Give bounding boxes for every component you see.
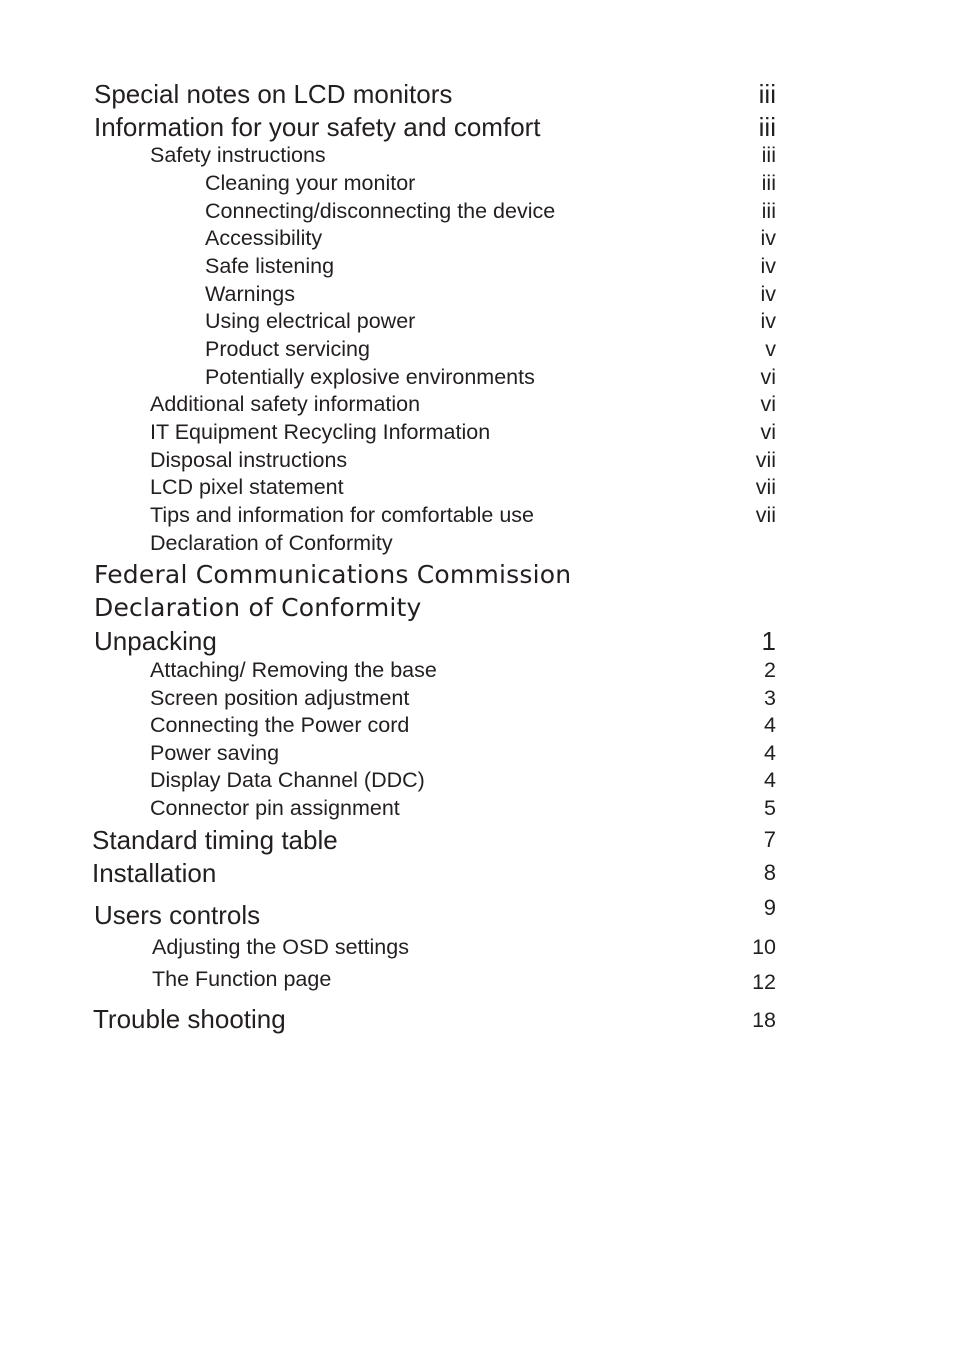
toc-entry-page: vi: [760, 420, 776, 444]
toc-entry-page: vi: [760, 365, 776, 389]
toc-entry-title: Additional safety information: [150, 392, 421, 416]
toc-entry-page: 18: [752, 1008, 776, 1032]
toc-entry-title: Information for your safety and comfort: [94, 112, 541, 142]
toc-entry-page: iv: [760, 309, 776, 333]
toc-entry-page: iv: [760, 226, 776, 250]
toc-entry-page: iii: [761, 199, 776, 223]
toc-entry-page: 2: [764, 658, 776, 682]
toc-entry-page: vii: [755, 475, 776, 499]
toc-entry-page: 3: [764, 686, 776, 710]
toc-entry-title: Power saving: [150, 741, 280, 765]
toc-entry-title: Safe listening: [205, 254, 335, 278]
toc-entry-page: iii: [761, 143, 776, 167]
toc-entry-title: Declaration of Conformity: [150, 531, 393, 555]
toc-entry-page: iv: [760, 282, 776, 306]
toc-entry-title: Connecting the Power cord: [150, 713, 410, 737]
toc-entry-title: Unpacking: [94, 626, 217, 656]
toc-entry-title: Screen position adjustment: [150, 686, 410, 710]
toc-entry-page: 10: [752, 935, 776, 959]
toc-entry-title: Standard timing table: [92, 825, 338, 855]
toc-entry-page: 4: [764, 768, 776, 792]
toc-entry-page: iv: [760, 254, 776, 278]
toc-entry-page: v: [765, 337, 776, 361]
toc-entry-title: Federal Communications Commission: [94, 560, 572, 589]
toc-entry-title: Attaching/ Removing the base: [150, 658, 437, 682]
toc-entry-title: Connecting/disconnecting the device: [205, 199, 556, 223]
toc-entry-page: iii: [758, 79, 776, 109]
toc-entry-title: Tips and information for comfortable use: [150, 503, 534, 527]
toc-entry-title: Cleaning your monitor: [205, 171, 416, 195]
toc-entry-title: Special notes on LCD monitors: [94, 79, 453, 109]
toc-entry-page: 7: [763, 827, 776, 852]
toc-entry-page: 9: [763, 895, 776, 920]
toc-entry-page: 8: [763, 860, 776, 885]
toc-entry-title: Potentially explosive environments: [205, 365, 535, 389]
toc-entry-title: Display Data Channel (DDC): [150, 768, 425, 792]
toc-entry-title: LCD pixel statement: [150, 475, 344, 499]
toc-entry-title: Safety instructions: [150, 143, 326, 167]
toc-entry-title: Adjusting the OSD settings: [152, 935, 409, 959]
toc-entry-page: 5: [764, 796, 776, 820]
toc-entry-title: Warnings: [205, 282, 296, 306]
toc-entry-title: Accessibility: [205, 226, 323, 250]
toc-entry-page: iii: [761, 171, 776, 195]
toc-entry-title: Installation: [92, 858, 217, 888]
toc-entry-page: vii: [755, 448, 776, 472]
toc-entry-title: Trouble shooting: [93, 1004, 286, 1034]
toc-entry-title: Product servicing: [205, 337, 370, 361]
toc-entry-title: IT Equipment Recycling Information: [150, 420, 491, 444]
toc-entry-page: 4: [764, 713, 776, 737]
toc-entry-title: Disposal instructions: [150, 448, 348, 472]
toc-entry-title: Users controls: [94, 900, 261, 930]
toc-entry-page: vii: [755, 503, 776, 527]
toc-entry-page: vi: [760, 392, 776, 416]
toc-entry-title: Declaration of Conformity: [94, 593, 422, 622]
toc-entry-page: iii: [758, 112, 776, 142]
toc-entry-title: Using electrical power: [205, 309, 416, 333]
toc-entry-page: 4: [764, 741, 776, 765]
toc-entry-title: Connector pin assignment: [150, 796, 400, 820]
toc-entry-title: The Function page: [152, 967, 332, 991]
toc-entry-page: 1: [761, 626, 776, 656]
toc-entry-page: 12: [752, 970, 776, 994]
